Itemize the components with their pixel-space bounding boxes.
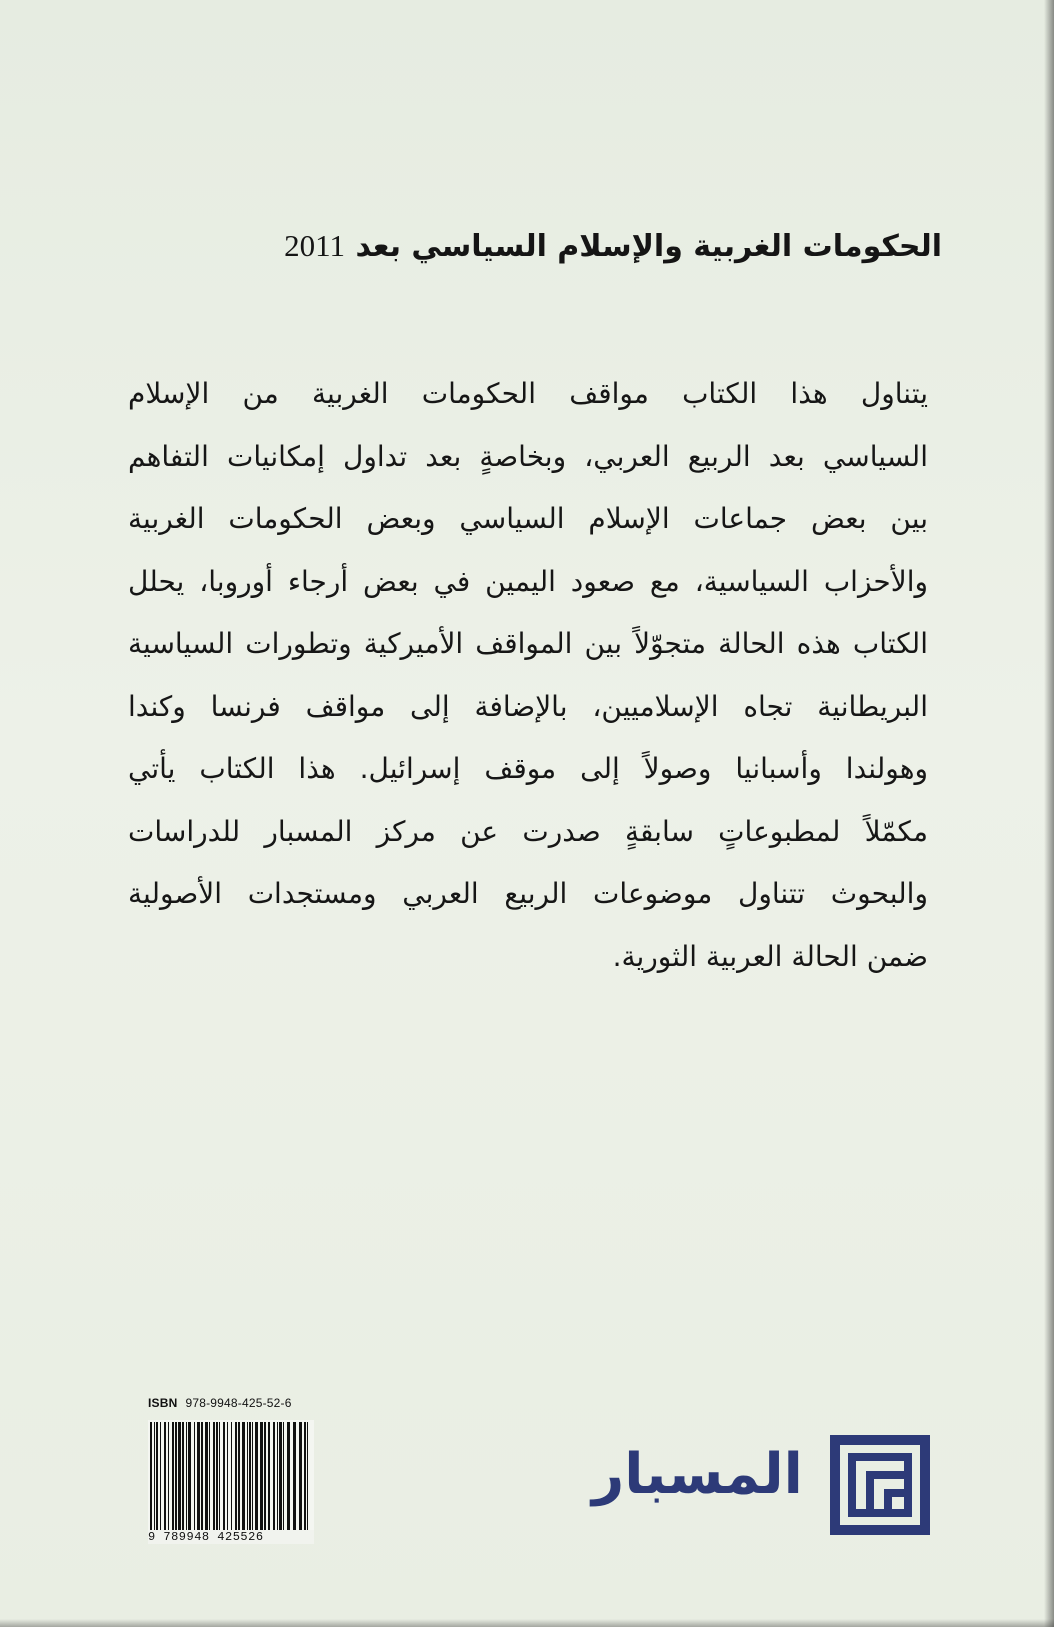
barcode-bar bbox=[168, 1422, 169, 1530]
barcode-bar bbox=[194, 1422, 195, 1530]
barcode-bar bbox=[304, 1422, 306, 1530]
barcode-bar bbox=[293, 1422, 296, 1530]
barcode-bar bbox=[255, 1422, 258, 1530]
description-line: يتناول هذا الكتاب مواقف الحكومات الغربية من الإسلام bbox=[128, 377, 928, 410]
barcode-bar bbox=[227, 1422, 228, 1530]
barcode-bar bbox=[154, 1422, 155, 1530]
barcode-bar bbox=[201, 1422, 203, 1530]
barcode-bar bbox=[186, 1422, 187, 1530]
barcode-bar bbox=[156, 1422, 158, 1530]
barcode-bar bbox=[219, 1422, 220, 1530]
publisher-logo-text: المسبار bbox=[592, 1442, 803, 1507]
description-line: البريطانية تجاه الإسلاميين، بالإضافة إلى مواقف فرنسا وكندا bbox=[128, 689, 928, 723]
barcode-bar bbox=[299, 1422, 302, 1530]
isbn-label bbox=[148, 1396, 292, 1410]
barcode-bar bbox=[264, 1422, 266, 1530]
barcode-bar bbox=[188, 1422, 191, 1530]
description-line: مكمّلاً لمطبوعاتٍ سابقةٍ صدرت عن مركز المسبار للدراسات bbox=[128, 814, 928, 848]
barcode-bar bbox=[279, 1422, 282, 1530]
barcode-bar bbox=[273, 1422, 275, 1530]
barcode-bar bbox=[277, 1422, 278, 1530]
description-line: ضمن الحالة العربية الثورية. bbox=[612, 939, 928, 973]
book-title-text: الحكومات الغربية والإسلام السياسي بعد bbox=[355, 229, 942, 264]
cover-right-edge-shadow bbox=[1044, 0, 1054, 1627]
barcode-digits: 9 789948 425526 bbox=[148, 1530, 314, 1544]
barcode-bar bbox=[178, 1422, 181, 1530]
barcode-bar bbox=[175, 1422, 177, 1530]
barcode-bar bbox=[223, 1422, 225, 1530]
barcode-bar bbox=[235, 1422, 237, 1530]
barcode-bar bbox=[160, 1422, 161, 1530]
barcode-bar bbox=[268, 1422, 270, 1530]
barcode-bar bbox=[150, 1422, 152, 1530]
description-line: بين بعض جماعات الإسلام السياسي وبعض الحكومات الغربية bbox=[128, 502, 928, 535]
barcode-bar bbox=[252, 1422, 253, 1530]
barcode-bar bbox=[307, 1422, 308, 1530]
barcode-bar bbox=[231, 1422, 232, 1530]
description-line: والبحوث تتناول موضوعات الربيع العربي ومستجدات الأصولية bbox=[128, 877, 928, 910]
barcode bbox=[148, 1420, 314, 1540]
description-line: والأحزاب السياسية، مع صعود اليمين في بعض أرجاء أوروبا، يحلل bbox=[128, 564, 928, 598]
barcode-bar bbox=[197, 1422, 200, 1530]
barcode-bar bbox=[260, 1422, 263, 1530]
description-line: الكتاب هذه الحالة متجوّلاً بين المواقف الأميركية وتطورات السياسية bbox=[128, 627, 928, 660]
book-description bbox=[128, 363, 928, 988]
description-line: وهولندا وأسبانيا وصولاً إلى موقف إسرائيل. هذا الكتاب يأتي bbox=[128, 752, 928, 785]
cover-bottom-edge-shadow bbox=[0, 1619, 1054, 1627]
isbn-prefix: ISBN bbox=[148, 1396, 178, 1410]
barcode-bar bbox=[283, 1422, 284, 1530]
barcode-bar bbox=[249, 1422, 251, 1530]
barcode-bar bbox=[247, 1422, 248, 1530]
book-title-year: 2011 bbox=[284, 228, 345, 263]
barcode-bar bbox=[216, 1422, 218, 1530]
barcode-bar bbox=[213, 1422, 215, 1530]
barcode-bar bbox=[242, 1422, 245, 1530]
isbn-number: 978-9948-425-52-6 bbox=[185, 1396, 292, 1410]
barcode-bar bbox=[287, 1422, 290, 1530]
barcode-bar bbox=[205, 1422, 208, 1530]
barcode-bar bbox=[209, 1422, 210, 1530]
barcode-bar bbox=[164, 1422, 166, 1530]
description-line: السياسي بعد الربيع العربي، وبخاصةٍ بعد تداول إمكانيات التفاهم bbox=[128, 439, 928, 473]
publisher-logo-icon bbox=[828, 1433, 932, 1537]
barcode-bar bbox=[182, 1422, 184, 1530]
book-title bbox=[284, 228, 942, 264]
barcode-bar bbox=[238, 1422, 240, 1530]
barcode-bar bbox=[172, 1422, 174, 1530]
